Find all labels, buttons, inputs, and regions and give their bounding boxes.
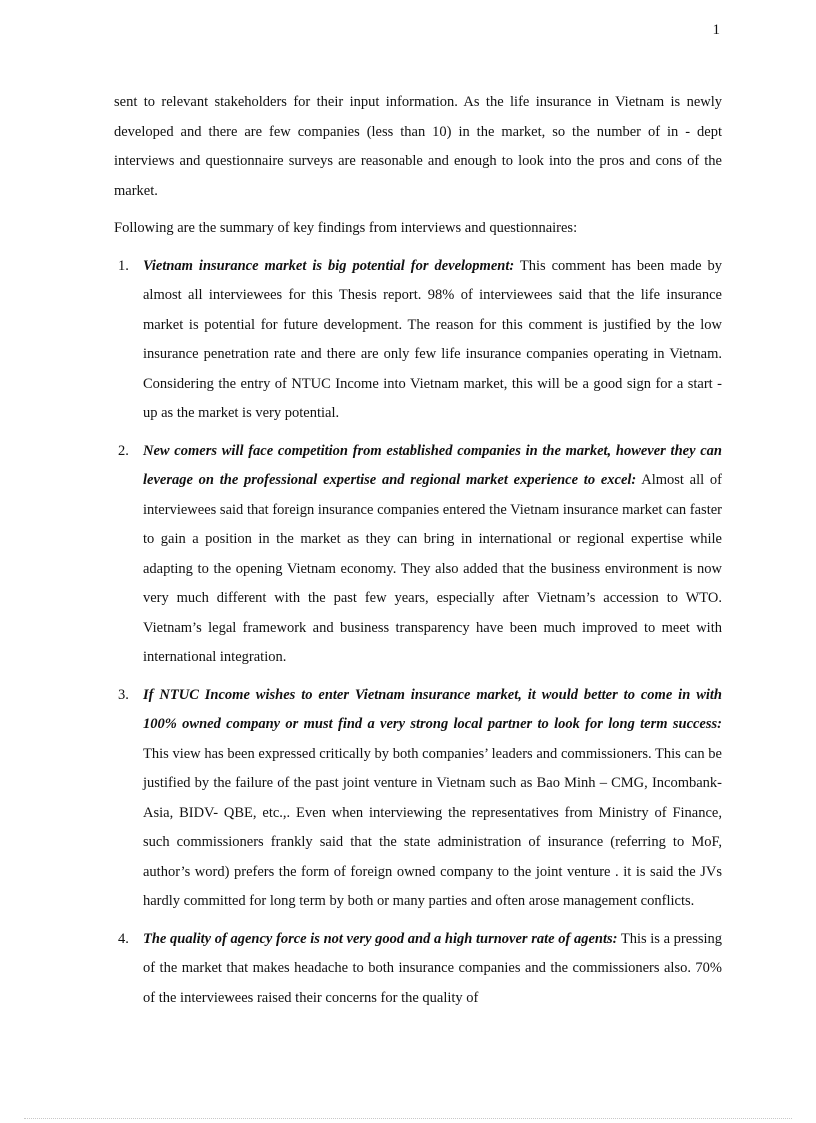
finding-item (114, 252, 722, 429)
finding-heading: The quality of agency force is not very good and a high turnover rate of agents: (143, 930, 618, 947)
page-number: 1 (712, 22, 720, 38)
page-bottom-divider (24, 1118, 792, 1119)
finding-item (114, 437, 722, 673)
summary-line: Following are the summary of key findings from interviews and questionnaires: (114, 220, 578, 236)
finding-heading: New comers will face competition from established companies in the market, however they can leverage on the professional expertise and regional market experience to excel: (143, 442, 722, 488)
finding-number: 2. (118, 442, 129, 459)
finding-item (114, 925, 722, 1014)
intro-paragraph: sent to relevant stakeholders for their input information. As the life insurance in Vietnam is newly developed and there are few companies (less than 10) in the market, so the number of in - dept interviews and questionnaire surveys are reasonable and enough to look into the pros and cons of the market. (114, 94, 722, 199)
finding-text: This view has been expressed critically by both companies’ leaders and commissioners. This can be justified by the failure of the past joint venture in Vietnam such as Bao Minh – CMG, Incombank-Asia, BIDV- QBE, etc.,. Even when interviewing the representatives from Ministry of Finance, such commissioners frankly said that the state administration of insurance (referring to MoF, author’s word) prefers the form of foreign owned company to the joint venture . it is said the JVs hardly committed for long term by both or many parties and often arose management conflicts. (143, 745, 722, 909)
finding-number: 3. (118, 686, 129, 703)
document-body (114, 88, 722, 1021)
finding-number: 4. (118, 930, 129, 947)
finding-heading: If NTUC Income wishes to enter Vietnam insurance market, it would better to come in with 100% owned company or must find a very strong local partner to look for long term success: (143, 686, 722, 732)
finding-text: This is a pressing of the market that makes headache to both insurance companies and the commissioners also. 70% of the interviewees raised their concerns for the quality of (143, 930, 723, 1006)
finding-item (114, 681, 722, 917)
finding-text: Almost all of interviewees said that foreign insurance companies entered the Vietnam insurance market can faster to gain a position in the market as they can bring in international or regional expertise while adapting to the opening Vietnam economy. They also added that the business environment is now very much different with the past few years, especially after Vietnam’s accession to WTO. Vietnam’s legal framework and business transparency have been much improved to meet with international integration. (143, 472, 722, 665)
finding-heading: Vietnam insurance market is big potential for development: (143, 257, 515, 274)
findings-list (114, 252, 722, 1014)
finding-number: 1. (118, 257, 129, 274)
finding-text: This comment has been made by almost all interviewees for this Thesis report. 98% of interviewees said that the life insurance market is potential for future development. The reason for this comment is justified by the low insurance penetration rate and there are only few life insurance companies operating in Vietnam. Considering the entry of NTUC Income into Vietnam market, this will be a good sign for a start - up as the market is very potential. (143, 257, 723, 421)
